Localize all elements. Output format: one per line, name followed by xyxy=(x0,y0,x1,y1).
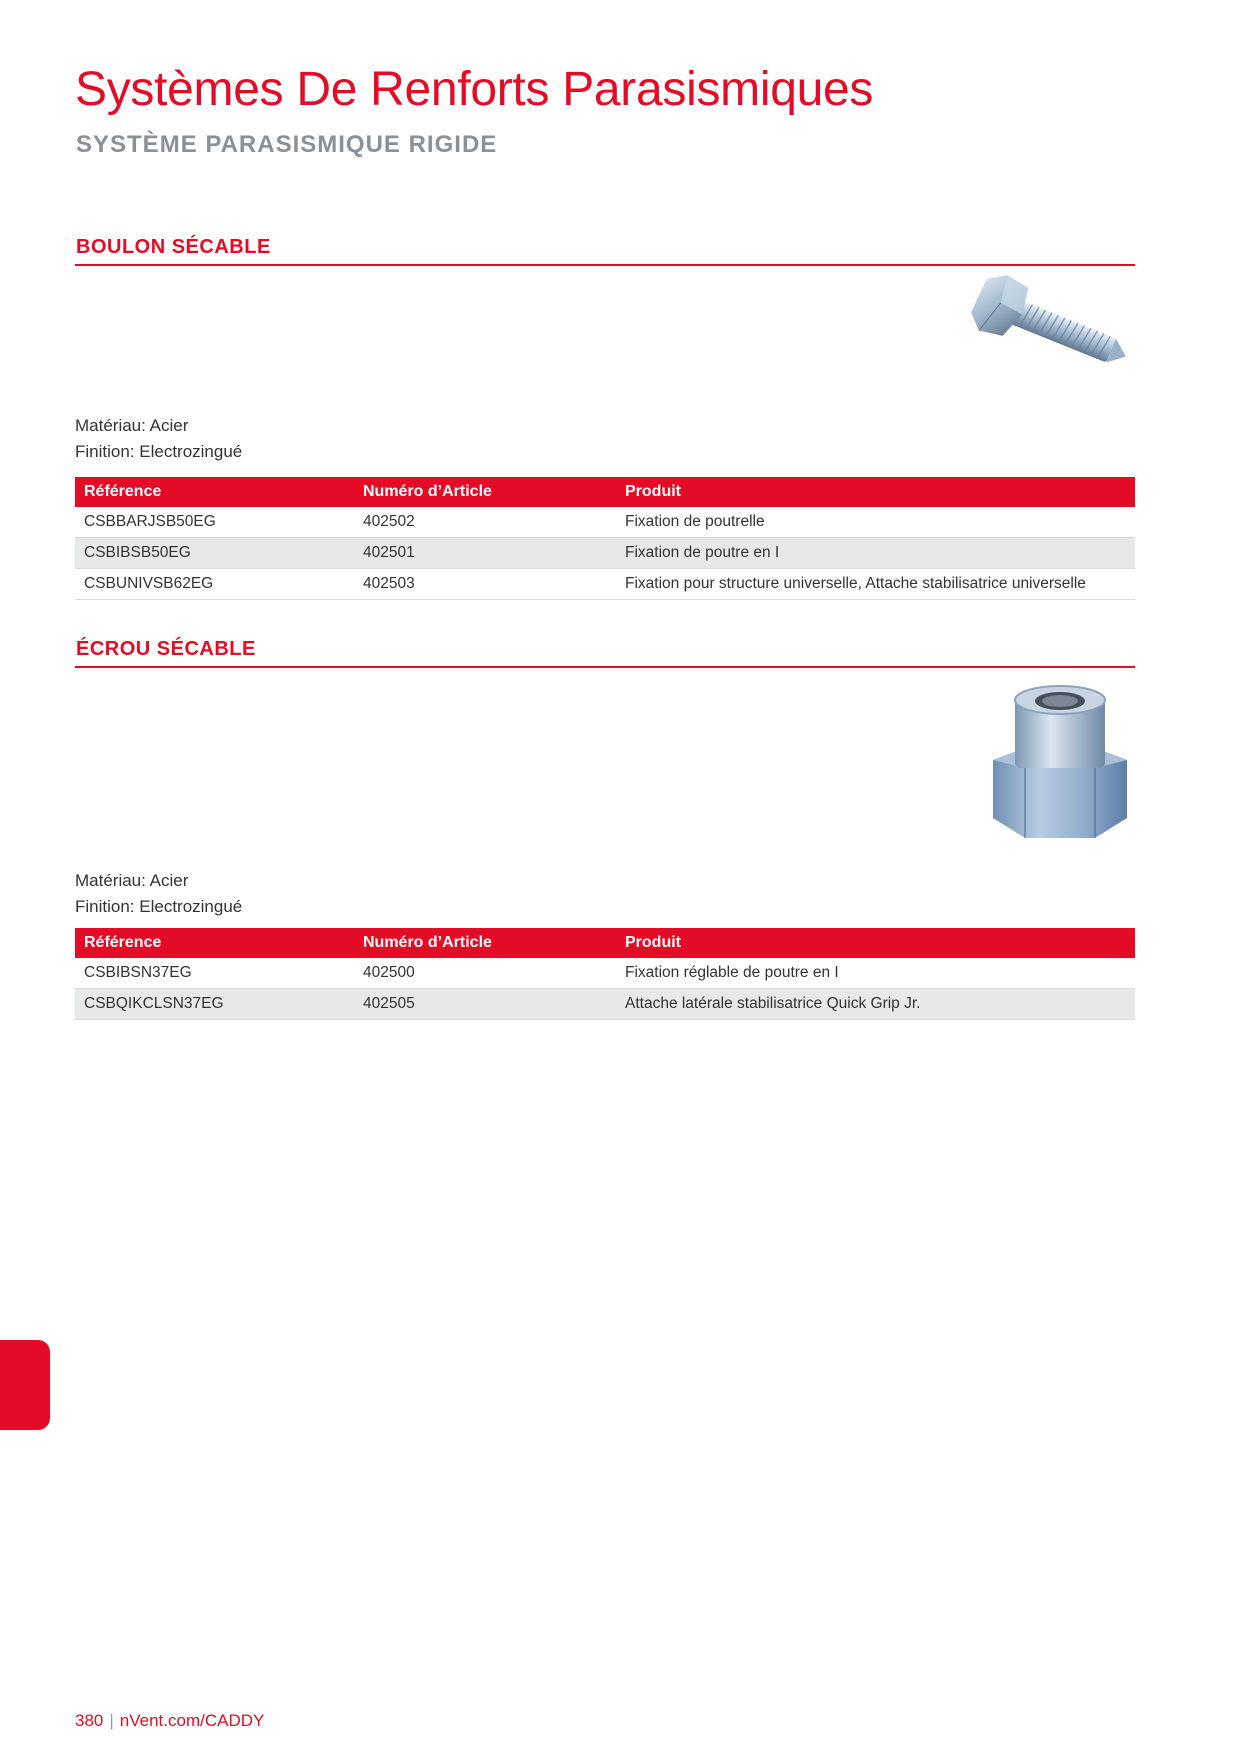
cell-article-number: 402501 xyxy=(354,538,616,569)
product-table xyxy=(75,477,1135,600)
header-product: Produit xyxy=(616,928,1135,958)
finish-text: Finition: Electrozingué xyxy=(75,442,243,461)
section-ecrou-secable xyxy=(75,638,1135,1038)
header-reference: Référence xyxy=(75,477,354,507)
cell-product: Fixation de poutrelle xyxy=(616,507,1135,538)
material-text: Matériau: Acier xyxy=(75,416,189,435)
cell-product: Fixation réglable de poutre en I xyxy=(616,958,1135,989)
chapter-tab xyxy=(0,1340,50,1430)
table-row xyxy=(75,989,1135,1020)
table-row xyxy=(75,507,1135,538)
cell-reference: CSBBARJSB50EG xyxy=(75,507,354,538)
footer-link[interactable]: nVent.com/CADDY xyxy=(119,1711,265,1730)
cell-article-number: 402505 xyxy=(354,989,616,1020)
cell-reference: CSBQIKCLSN37EG xyxy=(75,989,354,1020)
cell-article-number: 402503 xyxy=(354,569,616,600)
hex-nut-icon xyxy=(985,678,1135,843)
cell-product: Fixation de poutre en I xyxy=(616,538,1135,569)
material-text: Matériau: Acier xyxy=(75,871,189,890)
page-title: Systèmes De Renforts Parasismiques xyxy=(75,63,874,116)
cell-article-number: 402500 xyxy=(354,958,616,989)
section-heading: BOULON SÉCABLE xyxy=(75,236,1135,266)
table-row xyxy=(75,538,1135,569)
material-specs xyxy=(75,413,242,465)
threaded-bolt-icon xyxy=(965,273,1135,383)
material-specs xyxy=(75,868,242,920)
cell-product: Fixation pour structure universelle, Attache stabilisatrice universelle xyxy=(616,569,1135,600)
footer-separator: | xyxy=(109,1711,114,1730)
cell-product: Attache latérale stabilisatrice Quick Grip Jr. xyxy=(616,989,1135,1020)
header-article-number: Numéro d’Article xyxy=(354,928,616,958)
page-subtitle: SYSTÈME PARASISMIQUE RIGIDE xyxy=(76,131,498,158)
table-header-row xyxy=(75,928,1135,958)
cell-article-number: 402502 xyxy=(354,507,616,538)
table-row xyxy=(75,569,1135,600)
header-reference: Référence xyxy=(75,928,354,958)
cell-reference: CSBIBSB50EG xyxy=(75,538,354,569)
cell-reference: CSBUNIVSB62EG xyxy=(75,569,354,600)
section-boulon-secable xyxy=(75,236,1135,616)
finish-text: Finition: Electrozingué xyxy=(75,897,243,916)
page-number: 380 xyxy=(75,1711,104,1730)
section-heading: ÉCROU SÉCABLE xyxy=(75,638,1135,668)
cell-reference: CSBIBSN37EG xyxy=(75,958,354,989)
product-table xyxy=(75,928,1135,1020)
header-product: Produit xyxy=(616,477,1135,507)
table-header-row xyxy=(75,477,1135,507)
page-footer xyxy=(75,1711,264,1731)
header-article-number: Numéro d’Article xyxy=(354,477,616,507)
table-row xyxy=(75,958,1135,989)
